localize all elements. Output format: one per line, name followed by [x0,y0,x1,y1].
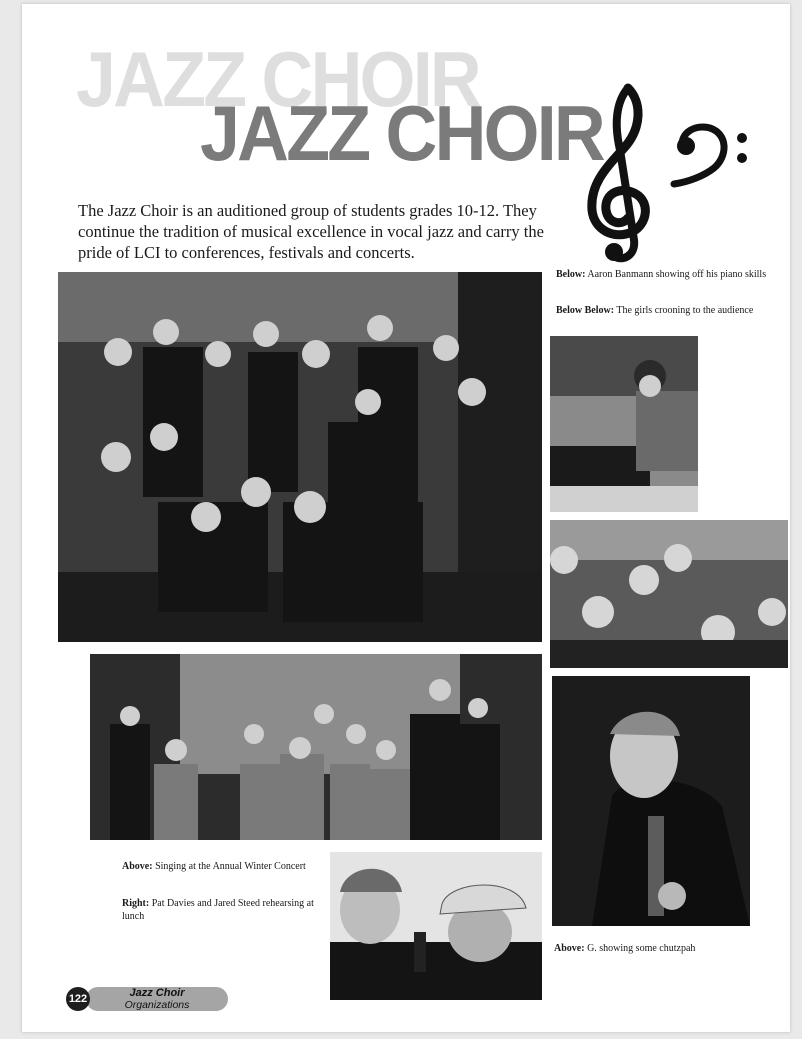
footer-section: Jazz Choir [129,987,185,999]
director-photo [552,676,750,926]
caption-girls [556,304,786,317]
rehearsal-photo [330,852,542,1000]
caption-director [554,942,784,955]
caption-label: Right: [122,898,150,909]
treble-clef-icon [570,80,670,266]
caption-piano [556,268,786,281]
footer-category: Organizations [124,999,190,1011]
caption-text: G. showing some chutzpah [584,943,696,954]
caption-label: Above: [554,943,585,954]
intro-paragraph: The Jazz Choir is an auditioned group of students grades 10-12. They continue the tradition of musical excellence in vocal jazz and carry the pride of LCI to conferences, festivals and concerts. [78,201,544,262]
caption-label: Below Below: [556,305,615,316]
caption-text: Pat Davies and Jared Steed rehearsing at lunch [122,898,314,922]
caption-rehearsal [122,897,318,923]
page-title: JAZZ CHOIR [200,89,603,177]
group-photo [58,272,542,642]
caption-label: Above: [122,861,153,872]
footer-section-tab [86,987,228,1011]
caption-text: Singing at the Annual Winter Concert [152,861,306,872]
concert-photo [90,654,542,840]
caption-text: Aaron Banmann showing off his piano skills [585,269,767,280]
caption-text: The girls crooning to the audience [614,305,754,316]
piano-photo [550,336,698,512]
girls-singing-photo [550,520,788,668]
caption-concert [122,860,318,873]
caption-label: Below: [556,269,586,280]
bass-clef-icon [670,120,750,188]
yearbook-page [22,4,790,1032]
title-shadow-text: JAZZ CHOIR [76,35,479,123]
page-number: 122 [66,987,90,1011]
